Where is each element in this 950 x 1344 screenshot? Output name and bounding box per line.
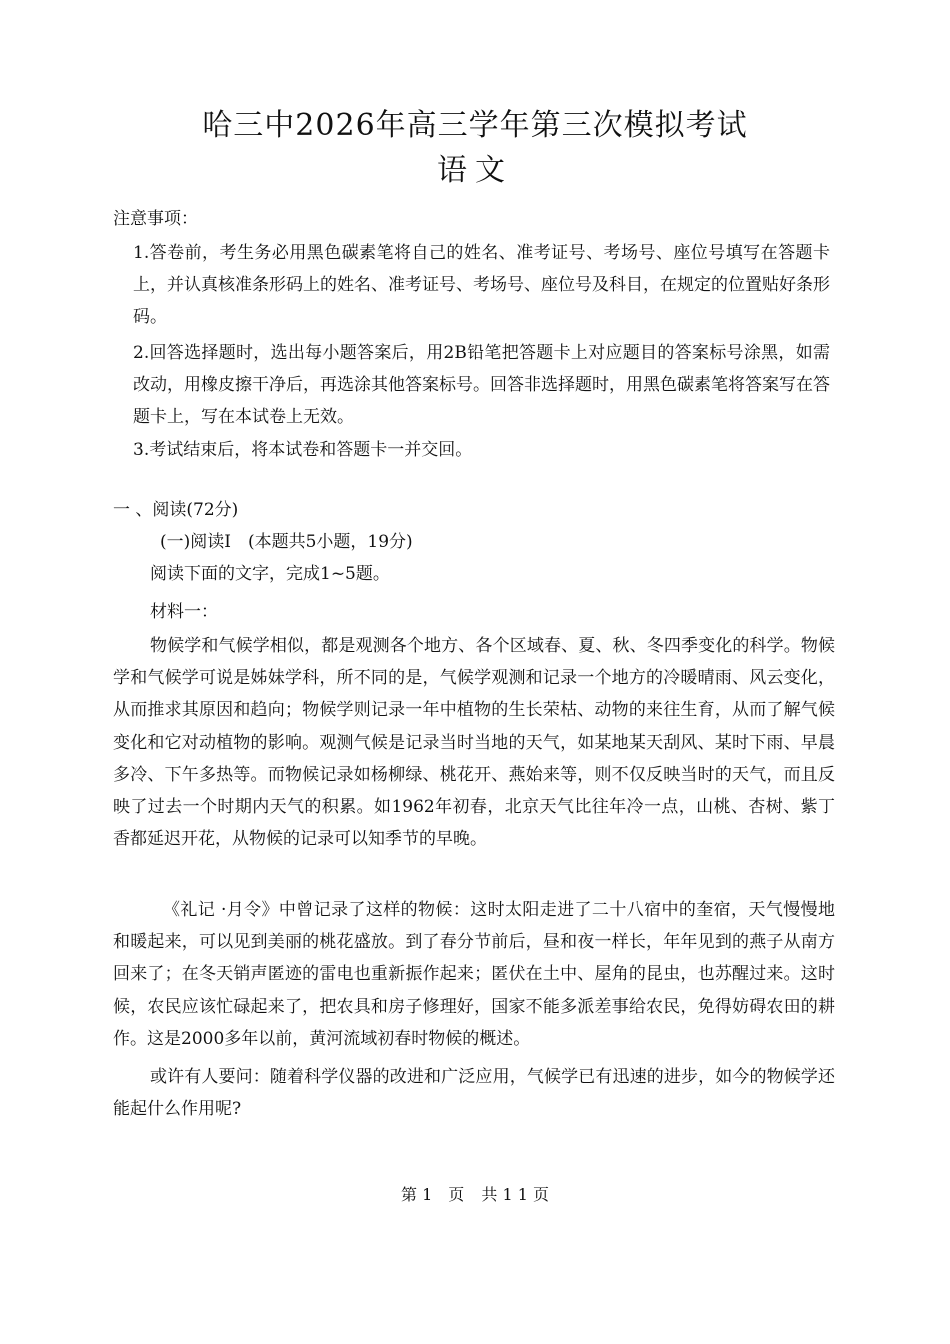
notes-label: 注意事项：: [113, 209, 198, 229]
reading-instruction: 阅读下面的文字，完成1~5题。: [150, 564, 390, 584]
exam-title: 哈三中2026年高三学年第三次模拟考试: [202, 108, 748, 143]
paragraph: 或许有人要问：随着科学仪器的改进和广泛应用，气候学已有迅速的进步，如今的物候学还能起什么作用呢?: [113, 1067, 835, 1120]
note-item: 2.回答选择题时，选出每小题答案后，用2B铅笔把答题卡上对应题目的答案标号涂黑，如需改动，用橡皮擦干净后，再选涂其他答案标号。回答非选择题时，用黑色碳素笔将答案写在答题卡上，写在本试卷上无效。: [133, 343, 830, 427]
page-footer: [0, 1182, 950, 1205]
page-number: 第 1 页: [401, 1185, 465, 1204]
material-label: 材料一：: [150, 602, 218, 622]
subject-title: 语文: [437, 153, 513, 188]
note-item: 3.考试结束后，将本试卷和答题卡一并交回。: [133, 440, 473, 460]
paragraph: 《礼记 ·月令》中曾记录了这样的物候：这时太阳走进了二十八宿中的奎宿，天气慢慢地和暖起来，可以见到美丽的桃花盛放。到了春分节前后，昼和夜一样长，年年见到的燕子从南方回来了；在冬天销声匿迹的雷电也重新振作起来；匿伏在土中、屋角的昆虫，也苏醒过来。这时候，农民应该忙碌起来了，把农具和房子修理好，国家不能多派差事给农民，免得妨碍农田的耕作。这是2000多年以前，黄河流域初春时物候的概述。: [113, 900, 835, 1049]
note-item: 1.答卷前，考生务必用黑色碳素笔将自己的姓名、准考证号、考场号、座位号填写在答题卡上，并认真核准条形码上的姓名、准考证号、考场号、座位号及科目，在规定的位置贴好条形码。: [133, 243, 830, 327]
paragraph: 物候学和气候学相似，都是观测各个地方、各个区域春、夏、秋、冬四季变化的科学。物候学和气候学可说是姊妹学科，所不同的是，气候学观测和记录一个地方的冷暖晴雨、风云变化，从而推求其原因和趋向；物候学则记录一年中植物的生长荣枯、动物的来往生育，从而了解气候变化和它对动植物的影响。观测气候是记录当时当地的天气，如某地某天刮风、某时下雨、早晨多冷、下午多热等。而物候记录如杨柳绿、桃花开、燕始来等，则不仅反映当时的天气，而且反映了过去一个时期内天气的积累。如1962年初春，北京天气比往年冷一点，山桃、杏树、紫丁香都延迟开花，从物候的记录可以知季节的早晚。: [113, 636, 835, 850]
subsection-heading: (一)阅读I (本题共5小题，19分): [160, 532, 413, 552]
total-pages: 共 1 1 页: [481, 1185, 549, 1204]
section-heading: 一 、阅读(72分): [113, 500, 239, 520]
